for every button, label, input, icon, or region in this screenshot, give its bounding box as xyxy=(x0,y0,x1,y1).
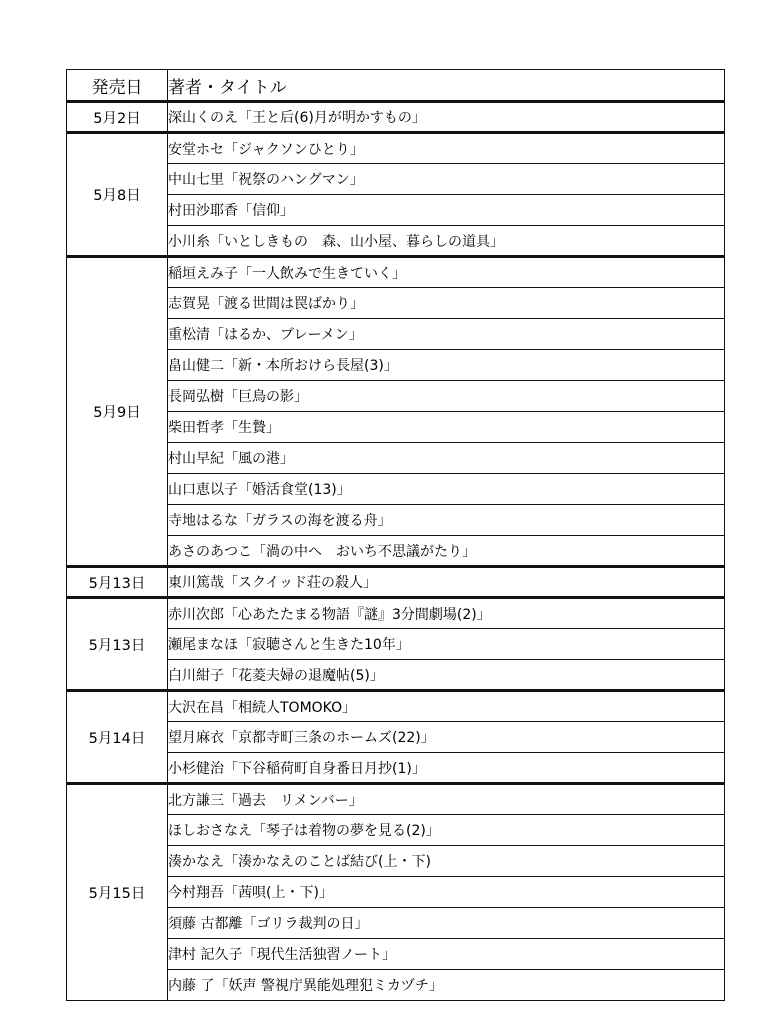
release-date-group xyxy=(67,102,725,133)
release-schedule-table xyxy=(66,69,725,1001)
release-date-group xyxy=(67,691,725,784)
book-entry: あさのあつこ「渦の中へ おいち不思議がたり」 xyxy=(168,536,725,567)
book-entry: 赤川次郎「心あたたまる物語『謎』3分間劇場(2)」 xyxy=(168,598,725,629)
book-entry: 山口恵以子「婚活食堂(13)」 xyxy=(168,474,725,505)
book-entry: 東川篤哉「スクイッド荘の殺人」 xyxy=(168,567,725,598)
book-entry: 柴田哲孝「生贄」 xyxy=(168,412,725,443)
book-entry: 須藤 古都離「ゴリラ裁判の日」 xyxy=(168,908,725,939)
release-date-cell: 5月15日 xyxy=(67,784,168,1001)
book-entry: 内藤 了「妖声 警視庁異能処理犯ミカヅチ」 xyxy=(168,970,725,1001)
table-row xyxy=(67,567,725,598)
book-entry: 寺地はるな「ガラスの海を渡る舟」 xyxy=(168,505,725,536)
release-date-group xyxy=(67,784,725,1001)
release-date-group xyxy=(67,257,725,567)
table-row xyxy=(67,598,725,629)
book-entry: 長岡弘樹「巨鳥の影」 xyxy=(168,381,725,412)
book-entry: 村田沙耶香「信仰」 xyxy=(168,195,725,226)
book-entry: 中山七里「祝祭のハングマン」 xyxy=(168,164,725,195)
release-date-group xyxy=(67,598,725,691)
book-entry: 小杉健治「下谷稲荷町自身番日月抄(1)」 xyxy=(168,753,725,784)
release-date-cell: 5月2日 xyxy=(67,102,168,133)
book-entry: 深山くのえ「王と后(6)月が明かすもの」 xyxy=(168,102,725,133)
author-title-header: 著者・タイトル xyxy=(168,70,725,102)
book-entry: 村山早紀「風の港」 xyxy=(168,443,725,474)
table-row xyxy=(67,784,725,815)
header-row xyxy=(67,70,725,102)
book-entry: 大沢在昌「相続人TOMOKO」 xyxy=(168,691,725,722)
table-header xyxy=(67,70,725,102)
release-date-cell: 5月9日 xyxy=(67,257,168,567)
book-entry: 望月麻衣「京都寺町三条のホームズ(22)」 xyxy=(168,722,725,753)
book-entry: 津村 記久子「現代生活独習ノート」 xyxy=(168,939,725,970)
table-row xyxy=(67,691,725,722)
release-date-cell: 5月14日 xyxy=(67,691,168,784)
book-entry: 今村翔吾「茜唄(上・下)」 xyxy=(168,877,725,908)
book-entry: 瀬尾まなほ「寂聴さんと生きた10年」 xyxy=(168,629,725,660)
release-date-cell: 5月8日 xyxy=(67,133,168,257)
book-entry: 白川紺子「花菱夫婦の退魔帖(5)」 xyxy=(168,660,725,691)
release-date-group xyxy=(67,133,725,257)
book-entry: 北方謙三「過去 リメンバー」 xyxy=(168,784,725,815)
book-entry: 安堂ホセ「ジャクソンひとり」 xyxy=(168,133,725,164)
book-entry: 志賀晃「渡る世間は罠ばかり」 xyxy=(168,288,725,319)
release-date-header: 発売日 xyxy=(67,70,168,102)
release-date-cell: 5月13日 xyxy=(67,567,168,598)
book-entry: 稲垣えみ子「一人飲みで生きていく」 xyxy=(168,257,725,288)
book-entry: 小川糸「いとしきもの 森、山小屋、暮らしの道具」 xyxy=(168,226,725,257)
table-row xyxy=(67,102,725,133)
book-entry: 湊かなえ「湊かなえのことば結び(上・下) xyxy=(168,846,725,877)
book-entry: 畠山健二「新・本所おけら長屋(3)」 xyxy=(168,350,725,381)
table-row xyxy=(67,257,725,288)
release-date-cell: 5月13日 xyxy=(67,598,168,691)
table-row xyxy=(67,133,725,164)
release-date-group xyxy=(67,567,725,598)
book-entry: 重松清「はるか、ブレーメン」 xyxy=(168,319,725,350)
book-entry: ほしおさなえ「琴子は着物の夢を見る(2)」 xyxy=(168,815,725,846)
